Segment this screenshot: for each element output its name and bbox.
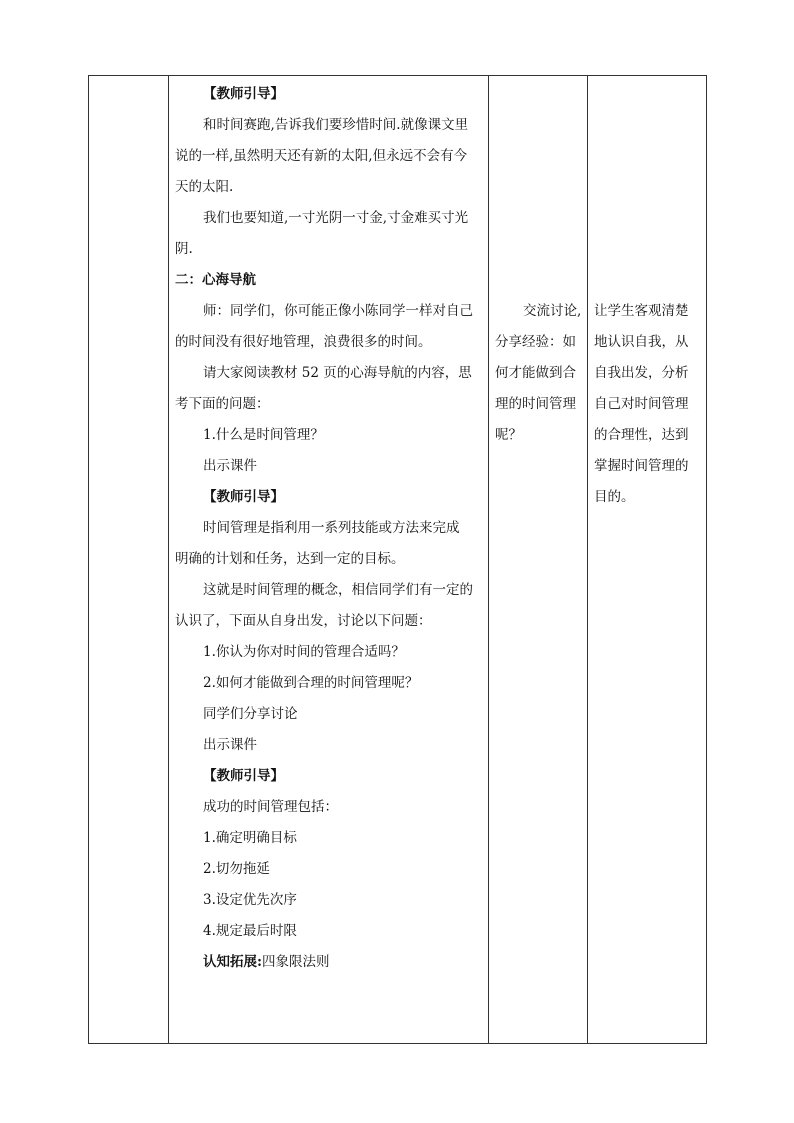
section-heading: 【教师引导】 (203, 86, 284, 102)
text-line: 出示课件 (203, 737, 257, 753)
cell-text-line: 让学生客观清楚 (594, 303, 689, 319)
text-line: 1.确定明确目标 (203, 830, 297, 846)
text-line: 出示课件 (203, 458, 257, 474)
section-heading: 二：心海导航 (175, 272, 256, 288)
cell-text-line: 的合理性，达到 (594, 427, 689, 443)
extension-topic: 四象限法则 (261, 954, 330, 970)
column-divider (587, 76, 588, 1043)
cell-text-line: 呢？ (495, 427, 522, 443)
extension-label: 认知拓展: (203, 954, 262, 970)
text-line: 说的一样,虽然明天还有新的太阳,但永远不会有今 (175, 148, 468, 164)
section-heading: 【教师引导】 (203, 489, 284, 505)
text-line: 的时间没有很好地管理，浪费很多的时间。 (175, 334, 432, 350)
extension-line (203, 947, 329, 978)
text-line: 这就是时间管理的概念，相信同学们有一定的 (203, 582, 473, 598)
text-line: 2.如何才能做到合理的时间管理呢？ (203, 675, 419, 691)
cell-text-line: 掌握时间管理的 (594, 458, 689, 474)
text-line: 明确的计划和任务，达到一定的目标。 (175, 551, 405, 567)
text-line: 考下面的问题： (175, 396, 270, 412)
text-line: 阴. (175, 241, 193, 257)
lesson-table (88, 75, 707, 1044)
text-line: 和时间赛跑,告诉我们要珍惜时间.就像课文里 (203, 117, 469, 133)
text-line: 2.切勿拖延 (203, 861, 270, 877)
text-line: 师：同学们，你可能正像小陈同学一样对自己 (203, 303, 473, 319)
cell-text-line: 目的。 (594, 489, 635, 505)
cell-text-line: 理的时间管理 (495, 396, 576, 412)
cell-text-line: 自我出发，分析 (594, 365, 689, 381)
cell-text-line: 何才能做到合 (495, 365, 576, 381)
text-line: 4.规定最后时限 (203, 923, 297, 939)
text-line: 认识了，下面从自身出发，讨论以下问题： (175, 613, 432, 629)
text-line: 天的太阳. (175, 179, 234, 195)
column-divider (488, 76, 489, 1043)
text-line: 我们也要知道,一寸光阴一寸金,寸金难买寸光 (203, 210, 469, 226)
column-divider (168, 76, 169, 1043)
text-line: 成功的时间管理包括： (203, 799, 338, 815)
cell-text-line: 自己对时间管理 (594, 396, 689, 412)
cell-text-line: 交流讨论, (523, 303, 582, 319)
text-line: 1.什么是时间管理？ (203, 427, 324, 443)
design-intent-cell (594, 296, 706, 513)
text-line: 请大家阅读教材 52 页的心海导航的内容，思 (203, 365, 472, 381)
section-heading: 【教师引导】 (203, 768, 284, 784)
cell-text-line: 分享经验：如 (495, 334, 576, 350)
text-line: 时间管理是指利用一系列技能或方法来完成 (203, 520, 460, 536)
text-line: 1.你认为你对时间的管理合适吗？ (203, 644, 405, 660)
cell-text-line: 地认识自我，从 (594, 334, 689, 350)
text-line: 3.设定优先次序 (203, 892, 297, 908)
text-line: 同学们分享讨论 (203, 706, 298, 722)
student-activity-cell (495, 296, 585, 451)
